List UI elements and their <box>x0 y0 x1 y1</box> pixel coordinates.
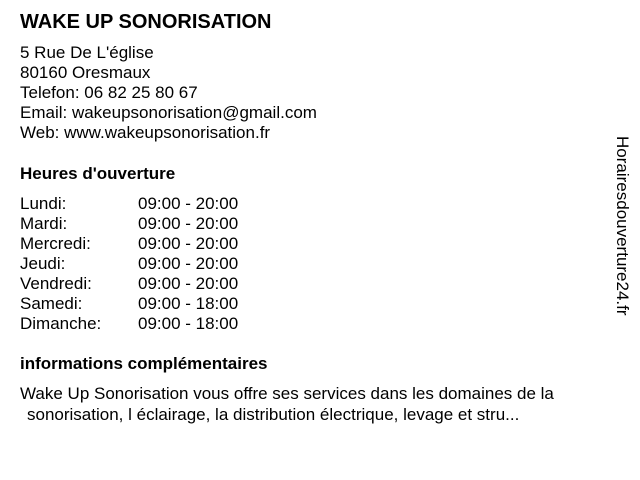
time-range: 09:00 - 18:00 <box>138 294 239 313</box>
hours-row-tuesday <box>20 214 268 234</box>
day-label: Dimanche: <box>20 314 102 333</box>
phone-number: Telefon: 06 82 25 80 67 <box>20 83 198 102</box>
hours-heading: Heures d'ouverture <box>20 164 176 183</box>
hours-table <box>20 194 268 334</box>
time-range: 09:00 - 18:00 <box>138 314 239 333</box>
site-watermark: Horairesdouverture24.fr <box>613 136 632 316</box>
hours-row-thursday <box>20 254 268 274</box>
business-name: WAKE UP SONORISATION <box>20 11 272 33</box>
city-address: 80160 Oresmaux <box>20 63 151 82</box>
day-label: Mardi: <box>20 214 68 233</box>
info-heading: informations complémentaires <box>20 354 268 373</box>
time-range: 09:00 - 20:00 <box>138 254 239 273</box>
day-label: Jeudi: <box>20 254 66 273</box>
day-label: Mercredi: <box>20 234 91 253</box>
email-address: Email: wakeupsonorisation@gmail.com <box>20 103 317 122</box>
info-line-1: Wake Up Sonorisation vous offre ses services dans les domaines de la <box>20 384 554 403</box>
day-label: Vendredi: <box>20 274 92 293</box>
day-label: Lundi: <box>20 194 67 213</box>
info-line-2: sonorisation, l éclairage, la distribution électrique, levage et stru... <box>27 405 520 424</box>
hours-row-friday <box>20 274 268 294</box>
hours-row-saturday <box>20 294 268 314</box>
hours-row-sunday <box>20 314 268 334</box>
time-range: 09:00 - 20:00 <box>138 194 239 213</box>
time-range: 09:00 - 20:00 <box>138 214 239 233</box>
street-address: 5 Rue De L'église <box>20 43 154 62</box>
contact-block <box>20 43 317 143</box>
time-range: 09:00 - 20:00 <box>138 274 239 293</box>
hours-row-monday <box>20 194 268 214</box>
website-address: Web: www.wakeupsonorisation.fr <box>20 123 271 142</box>
day-label: Samedi: <box>20 294 83 313</box>
info-description <box>20 383 632 425</box>
time-range: 09:00 - 20:00 <box>138 234 239 253</box>
hours-row-wednesday <box>20 234 268 254</box>
